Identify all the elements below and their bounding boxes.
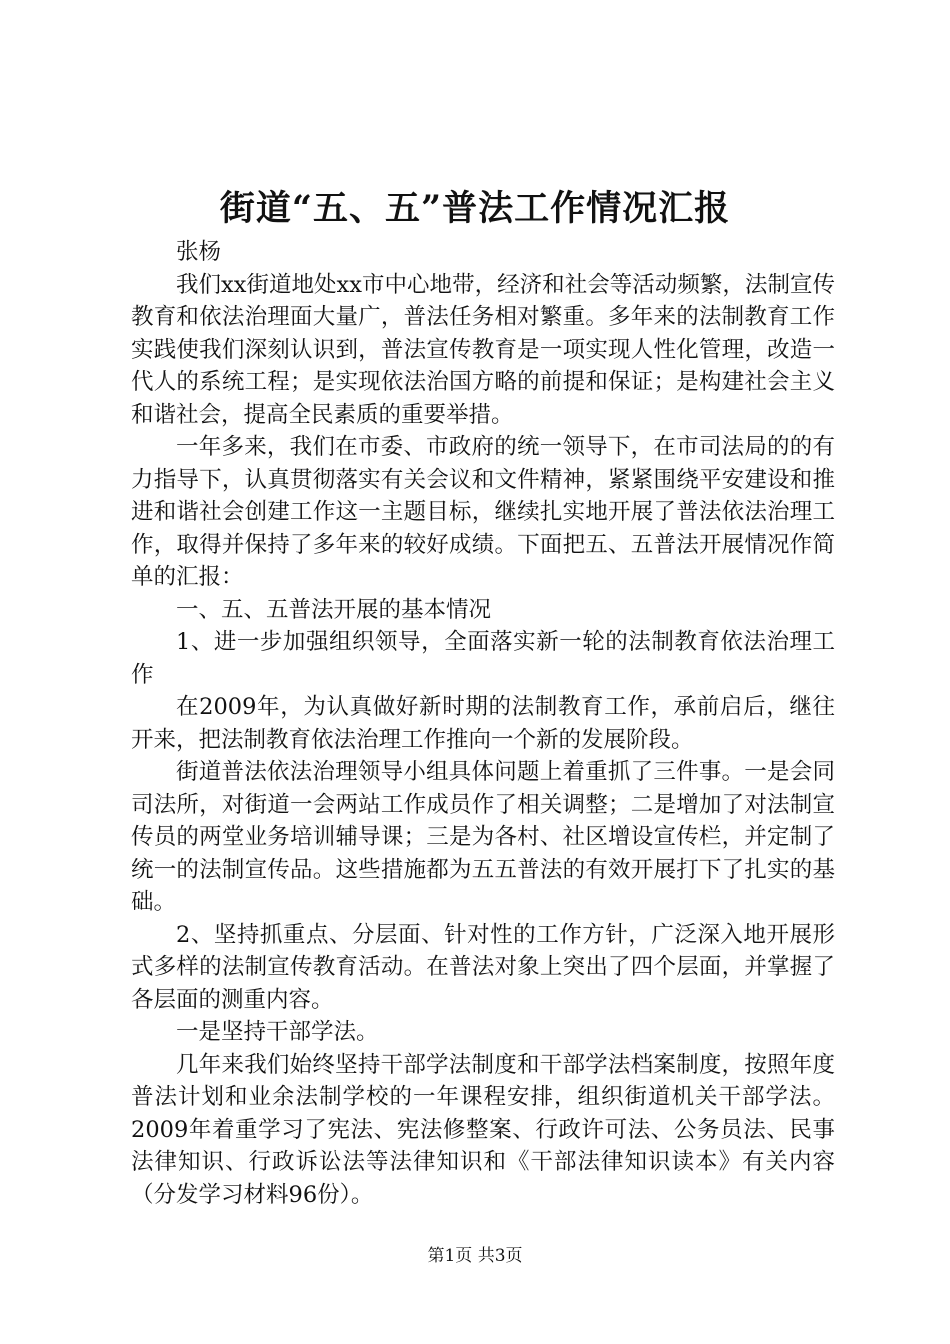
author-name: 张杨 xyxy=(176,239,222,265)
section-heading-1: 一、五、五普法开展的基本情况 xyxy=(176,596,492,623)
item-heading-cadre-study: 一是坚持干部学法。 xyxy=(176,1019,379,1045)
paragraph-intro: 我们xx街道地处xx市中心地带，经济和社会等活动频繁，法制宣传教育和依法治理面大量广，普法任务相对繁重。多年来的法制教育工作实践使我们深刻认识到，普法宣传教育是一项实现人性化管理，改造一代人的系统工程；是实现依法治国方略的前提和保证；是构建社会主义和谐社会，提高全民素质的重要举措。 xyxy=(131,271,835,428)
subsection-heading-2: 2、坚持抓重点、分层面、针对性的工作方针，广泛深入地开展形式多样的法制宣传教育活动。在普法对象上突出了四个层面，并掌握了各层面的测重内容。 xyxy=(131,921,835,1013)
paragraph-overview: 一年多来，我们在市委、市政府的统一领导下，在市司法局的的有力指导下，认真贯彻落实有关会议和文件精神，紧紧围绕平安建设和推进和谐社会创建工作这一主题目标，继续扎实地开展了普法依法治理工作，取得并保持了多年来的较好成绩。下面把五、五普法开展情况作简单的汇报： xyxy=(131,434,835,590)
paragraph-three-things: 街道普法依法治理领导小组具体问题上着重抓了三件事。一是会同司法所，对街道一会两站工作成员作了相关调整；二是增加了对法制宣传员的两堂业务培训辅导课；三是为各村、社区增设宣传栏，并定制了统一的法制宣传品。这些措施都为五五普法的有效开展打下了扎实的基础。 xyxy=(131,759,835,915)
document-body xyxy=(131,236,835,1211)
document-title: 街道“五、五”普法工作情况汇报 xyxy=(219,188,731,229)
subsection-heading-1: 1、进一步加强组织领导，全面落实新一轮的法制教育依法治理工作 xyxy=(131,629,835,688)
page-number-footer: 第1页 共3页 xyxy=(427,1246,523,1266)
paragraph-cadre-study: 几年来我们始终坚持干部学法制度和干部学法档案制度，按照年度普法计划和业余法制学校的一年课程安排，组织街道机关干部学法。2009年着重学习了宪法、宪法修整案、行政许可法、公务员法、民事法律知识、行政诉讼法等法律知识和《干部法律知识读本》有关内容（分发学习材料96份）。 xyxy=(131,1051,835,1208)
paragraph-2009: 在2009年，为认真做好新时期的法制教育工作，承前启后，继往开来，把法制教育依法治理工作推向一个新的发展阶段。 xyxy=(131,694,835,753)
